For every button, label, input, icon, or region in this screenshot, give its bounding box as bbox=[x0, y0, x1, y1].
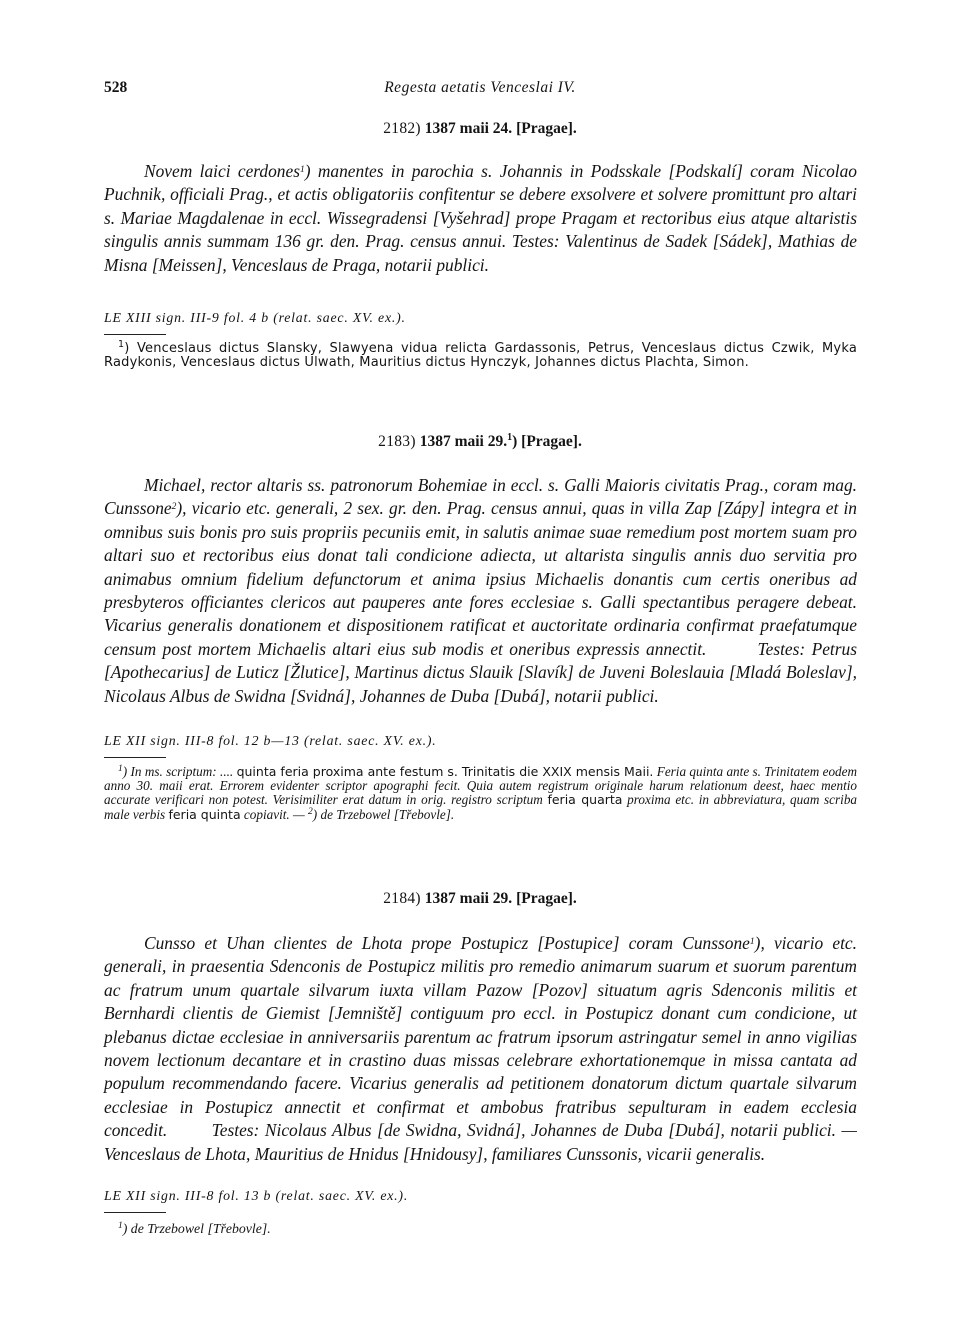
entry-number: 2184) bbox=[383, 890, 421, 907]
footnote-2182: $^1$) Venceslaus dictus Slansky, Slawyena vidua relicta Gardassonis, Petrus, Venceslaus dictus Czwik, Myka Radykonis, Venceslaus dictus Ulwath, Mauritius dictus Hynczyk, Johannes dictus Plachta, Simon. bbox=[104, 339, 857, 371]
entry-place: [Pragae]. bbox=[516, 890, 577, 907]
page-number: 528 bbox=[104, 79, 128, 96]
running-title: Regesta aetatis Venceslai IV. bbox=[384, 79, 576, 96]
footnote-2184: $^1$) de Trzebowel [Třebovle]. bbox=[118, 1221, 271, 1236]
testes: Testes: Petrus [Apothecarius] de Luticz [Žlutice], Martinus dictus Slauik [Slavík] de Juveni Boleslauia [Mladá Boleslav], Nicolaus Albus de Swidna [Svidná], Johannes de Duba [Dubá], notarii publici. bbox=[104, 638, 857, 706]
footnote-rule bbox=[104, 757, 166, 758]
entry-source-2184: LE XII sign. III-8 fol. 13 b (relat. saec. XV. ex.). bbox=[104, 1188, 409, 1203]
entry-heading-2184 bbox=[0, 890, 960, 908]
footnote-rule bbox=[104, 1212, 166, 1213]
entry-place: [Pragae]. bbox=[516, 120, 577, 137]
entry-number: 2182) bbox=[383, 120, 421, 137]
entry-text-2182: Novem laici cerdones$^1$) manentes in parochia s. Johannis in Podsskale [Podskalí] coram Nicolao Puchnik, officiali Prag., et actis obligatoriis confitentur se debere exsolvere et solvere promittunt pro altari s. Mariae Magdalenae in eccl. Wissegradensi [Vyšehrad] prope Pragam et rectoribus eius atque altaristis singulis annis summam 136 gr. den. Prag. census annui. Testes: Valentinus de Sadek [Sádek], Mathias de Misna [Meissen], Venceslaus de Praga, notarii publici. bbox=[104, 161, 857, 275]
entry-source-2183: LE XII sign. III-8 fol. 12 b—13 (relat. saec. XV. ex.). bbox=[104, 733, 437, 748]
entry-number: 2183) bbox=[378, 433, 416, 451]
entry-place: [Pragae]. bbox=[521, 433, 582, 451]
entry-date: 1387 maii 29. bbox=[424, 890, 513, 907]
entry-text-2184: Cunsso et Uhan clientes de Lhota prope Postupicz [Postupice] coram Cunssone$^1$), vicario etc. generali, in praesentia Sdenconis de Postupicz militis pro remedio animarum suarum et suorum parentum ac fratrum unum quartale silvarum iuxta villam Pazow [Pozov] situatum agris Sdenconis militis et Bernhardi clientis de Giemist [Jemniště] contiguum pro eccl. in Postupicz donant cum condicione, ut plebanus dictae ecclesiae in anniversariis parentum ac fratrum ipsorum astringatur semel in anno vigilias novem lectionum decantare et in crastino duas missas celebrare exhortationemque in missa cantata ad populum recommendando facere. Vicarius generalis ad petitionem donatorum dictum quartale silvarum ecclesiae in Postupicz annectit et confirmat et ambobus fratribus sepulturam in eadem ecclesia concedit. Testes: Nicolaus Albus [de Swidna, Svidná], Johannes de Duba [Dubá], notarii publici. — Venceslaus de Lhota, Mauritius de Hnidus [Hnidousy], familiares Cunssonis, vicarii generalis. bbox=[104, 933, 857, 1164]
entry-heading-2182 bbox=[0, 120, 960, 138]
testes: Testes: Nicolaus Albus [de Swidna, Svidná], Johannes de Duba [Dubá], notarii publici. — Venceslaus de Lhota, Mauritius de Hnidus [Hnidousy], familiares Cunssonis, vicarii generalis. bbox=[104, 1120, 857, 1164]
entry-source-2182: LE XIII sign. III-9 fol. 4 b (relat. saec. XV. ex.). bbox=[104, 310, 406, 325]
footnote-2183: $^1$) In ms. scriptum: .... quinta feria proxima ante festum s. Trinitatis die XXIX mensis Maii. Feria quinta ante s. Trinitatem eodem anno 30. maii erat. Errorem evidenter scriptor apographi fecit. Quia autem registrum originale harum relationum deest, haec mentio accurate verificari non potest. Verisimiliter erat datum in orig. registro scriptum feria quarta proxima etc. in abbreviatura, quam scriba male verbis feria quinta copiavit. — $^2$) de Trzebowel [Třebovle]. bbox=[104, 764, 858, 822]
footnote-rule bbox=[104, 334, 166, 335]
entry-text-2183: Michael, rector altaris ss. patronorum Bohemiae in eccl. s. Galli Maioris civitatis Prag., coram mag. Cunssone$^2$), vicario etc. generali, 2 sex. gr. den. Prag. census annui, quas in villa Zap [Zápy] integra et in omnibus suis bonis pro suis propriis pecuniis emit, in salutis animae suae remedium post mortem suam pro altari suo et rectoribus eius donat tali condicione adiecta, ut altarista singulis annis duo servitia pro animabus omnium fidelium defunctorum et anima ipsius Michaelis donantis cum certis oneribus ad presbyteros officiantes clericos aut pauperes ante fores ecclesiae s. Galli spectantibus peragere debeat. Vicarius generalis donationem et dispositionem ratificat et auctoritate ordinaria confirmat praefatumque censum post mortem Michaelis altari eius sub modis et oneribus expressis annectit. Testes: Petrus [Apothecarius] de Luticz [Žlutice], Martinus dictus Slauik [Slavík] de Juveni Boleslauia [Mladá Boleslav], Nicolaus Albus de Swidna [Svidná], Johannes de Duba [Dubá], notarii publici. bbox=[104, 475, 857, 706]
entry-date: 1387 maii 29.$^1$) bbox=[419, 432, 518, 451]
entry-heading-2183 bbox=[0, 432, 960, 451]
entry-date: 1387 maii 24. bbox=[424, 120, 513, 137]
